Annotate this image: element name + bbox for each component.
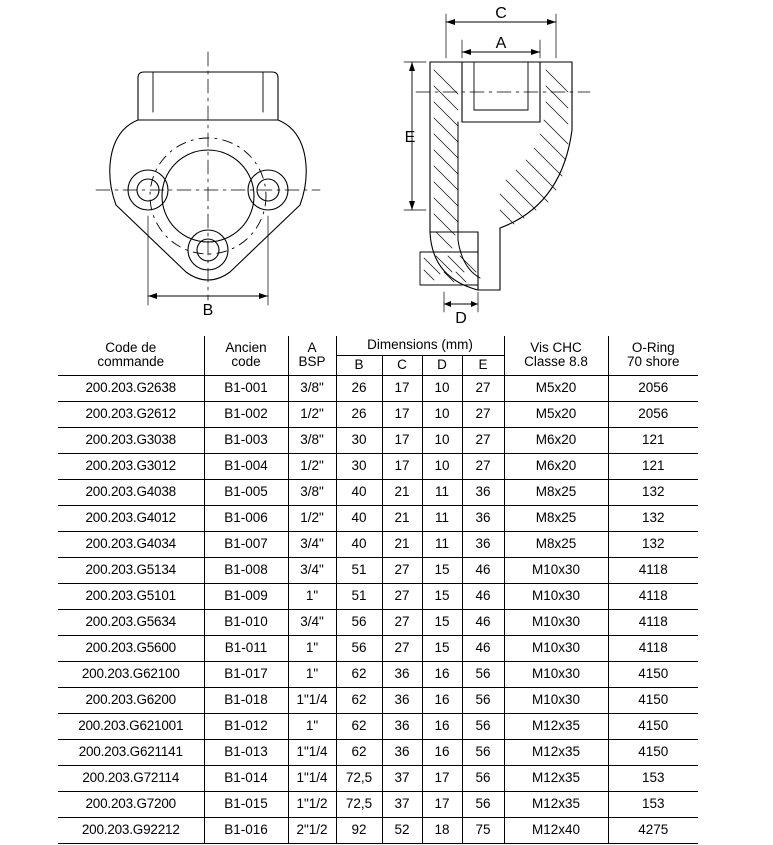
cell-dim-b: 30	[336, 453, 382, 479]
cell-ancien-code: B1-001	[204, 375, 288, 401]
cell-dim-e: 46	[462, 609, 504, 635]
cell-ancien-code: B1-008	[204, 557, 288, 583]
cell-dim-d: 15	[422, 635, 462, 661]
dimension-label-d: D	[455, 310, 467, 327]
cell-ancien-code: B1-014	[204, 765, 288, 791]
cell-a-bsp: 1"1/2	[288, 791, 336, 817]
cell-dim-c: 17	[382, 375, 422, 401]
table-row	[58, 401, 698, 427]
cell-dim-c: 52	[382, 817, 422, 843]
cell-dim-e: 56	[462, 765, 504, 791]
cell-ancien-code: B1-005	[204, 479, 288, 505]
cell-dim-b: 62	[336, 713, 382, 739]
front-view	[96, 52, 320, 305]
cell-vis-chc: M8x25	[504, 479, 608, 505]
cell-a-bsp: 3/4"	[288, 557, 336, 583]
table-row	[58, 453, 698, 479]
cell-dim-c: 27	[382, 557, 422, 583]
cell-dim-d: 18	[422, 817, 462, 843]
cell-dim-d: 11	[422, 531, 462, 557]
cell-dim-b: 62	[336, 739, 382, 765]
cell-code-commande: 200.203.G621001	[58, 713, 204, 739]
cell-a-bsp: 1"1/4	[288, 687, 336, 713]
cell-vis-chc: M10x30	[504, 557, 608, 583]
cell-dim-e: 56	[462, 791, 504, 817]
cell-dim-e: 56	[462, 713, 504, 739]
dimension-label-b-front: B	[202, 302, 214, 319]
cell-code-commande: 200.203.G92212	[58, 817, 204, 843]
cell-code-commande: 200.203.G2638	[58, 375, 204, 401]
table-row	[58, 635, 698, 661]
cell-a-bsp: 1"	[288, 583, 336, 609]
cell-dim-d: 11	[422, 505, 462, 531]
cell-oring: 132	[608, 505, 698, 531]
cell-oring: 4150	[608, 713, 698, 739]
cell-oring: 121	[608, 453, 698, 479]
cell-oring: 4118	[608, 583, 698, 609]
cell-vis-chc: M12x35	[504, 791, 608, 817]
cell-a-bsp: 1"	[288, 661, 336, 687]
cell-code-commande: 200.203.G5634	[58, 609, 204, 635]
header-oring-line1: O-Ring	[631, 339, 675, 355]
drawing-canvas	[0, 0, 773, 330]
cell-a-bsp: 1/2"	[288, 401, 336, 427]
cell-a-bsp: 1/2"	[288, 453, 336, 479]
table-row	[58, 713, 698, 739]
table-row	[58, 557, 698, 583]
cell-dim-b: 92	[336, 817, 382, 843]
table-row	[58, 791, 698, 817]
cell-ancien-code: B1-004	[204, 453, 288, 479]
header-vis-chc	[504, 336, 608, 375]
cell-ancien-code: B1-012	[204, 713, 288, 739]
header-oring-line2: 70 shore	[626, 354, 680, 370]
cell-dim-c: 36	[382, 739, 422, 765]
cell-dim-b: 40	[336, 479, 382, 505]
cell-dim-b: 40	[336, 505, 382, 531]
header-a-line2: BSP	[298, 354, 326, 370]
cell-ancien-code: B1-013	[204, 739, 288, 765]
cell-dim-e: 56	[462, 739, 504, 765]
cell-dim-d: 15	[422, 609, 462, 635]
table-row	[58, 505, 698, 531]
side-section-view	[404, 14, 590, 312]
cell-code-commande: 200.203.G72114	[58, 765, 204, 791]
cell-dim-d: 10	[422, 401, 462, 427]
cell-ancien-code: B1-018	[204, 687, 288, 713]
cell-oring: 153	[608, 791, 698, 817]
cell-dim-b: 26	[336, 401, 382, 427]
cell-ancien-code: B1-015	[204, 791, 288, 817]
cell-dim-c: 27	[382, 609, 422, 635]
cell-a-bsp: 3/8"	[288, 479, 336, 505]
table-row	[58, 609, 698, 635]
cell-oring: 4118	[608, 557, 698, 583]
cell-dim-d: 10	[422, 375, 462, 401]
cell-a-bsp: 1"1/4	[288, 765, 336, 791]
cell-oring: 4150	[608, 739, 698, 765]
cell-dim-e: 56	[462, 661, 504, 687]
cell-dim-d: 17	[422, 791, 462, 817]
cell-code-commande: 200.203.G2612	[58, 401, 204, 427]
cell-vis-chc: M10x30	[504, 609, 608, 635]
cell-dim-c: 17	[382, 401, 422, 427]
cell-vis-chc: M5x20	[504, 375, 608, 401]
cell-code-commande: 200.203.G4034	[58, 531, 204, 557]
cell-dim-e: 27	[462, 427, 504, 453]
cell-vis-chc: M10x30	[504, 583, 608, 609]
cell-oring: 132	[608, 479, 698, 505]
cell-dim-e: 46	[462, 583, 504, 609]
cell-dim-c: 37	[382, 765, 422, 791]
cell-dim-e: 27	[462, 453, 504, 479]
header-code-commande	[58, 336, 204, 375]
cell-vis-chc: M8x25	[504, 531, 608, 557]
table-row	[58, 375, 698, 401]
cell-ancien-code: B1-002	[204, 401, 288, 427]
table-row	[58, 661, 698, 687]
cell-oring: 4275	[608, 817, 698, 843]
table-row	[58, 687, 698, 713]
cell-code-commande: 200.203.G7200	[58, 791, 204, 817]
cell-dim-b: 62	[336, 687, 382, 713]
cell-ancien-code: B1-011	[204, 635, 288, 661]
cell-code-commande: 200.203.G5134	[58, 557, 204, 583]
cell-vis-chc: M5x20	[504, 401, 608, 427]
cell-dim-c: 21	[382, 505, 422, 531]
cell-dim-d: 16	[422, 713, 462, 739]
cell-dim-c: 21	[382, 479, 422, 505]
dimension-label-c: C	[495, 5, 507, 22]
cell-dim-e: 46	[462, 557, 504, 583]
cell-dim-e: 56	[462, 687, 504, 713]
cell-code-commande: 200.203.G62100	[58, 661, 204, 687]
cell-dim-c: 36	[382, 713, 422, 739]
table-row	[58, 583, 698, 609]
cell-vis-chc: M10x30	[504, 635, 608, 661]
cell-dim-b: 51	[336, 557, 382, 583]
table-header-row-1	[58, 336, 698, 355]
cell-dim-d: 16	[422, 661, 462, 687]
cell-oring: 4118	[608, 635, 698, 661]
cell-dim-b: 72,5	[336, 765, 382, 791]
cell-dim-d: 16	[422, 687, 462, 713]
cell-a-bsp: 3/4"	[288, 609, 336, 635]
cell-dim-b: 40	[336, 531, 382, 557]
cell-a-bsp: 1"	[288, 713, 336, 739]
header-ancien-line2: code	[231, 354, 261, 370]
cell-dim-e: 27	[462, 401, 504, 427]
cell-dim-e: 75	[462, 817, 504, 843]
cell-dim-e: 27	[462, 375, 504, 401]
cell-dim-b: 62	[336, 661, 382, 687]
cell-ancien-code: B1-006	[204, 505, 288, 531]
cell-dim-b: 72,5	[336, 791, 382, 817]
cell-oring: 4118	[608, 609, 698, 635]
cell-ancien-code: B1-007	[204, 531, 288, 557]
cell-dim-b: 56	[336, 635, 382, 661]
cell-code-commande: 200.203.G621141	[58, 739, 204, 765]
cell-code-commande: 200.203.G3038	[58, 427, 204, 453]
cell-dim-c: 27	[382, 635, 422, 661]
cell-vis-chc: M8x25	[504, 505, 608, 531]
cell-dim-d: 15	[422, 557, 462, 583]
cell-dim-c: 36	[382, 687, 422, 713]
cell-vis-chc: M12x35	[504, 739, 608, 765]
cell-oring: 132	[608, 531, 698, 557]
cell-vis-chc: M10x30	[504, 661, 608, 687]
cell-dim-b: 26	[336, 375, 382, 401]
table-body	[58, 375, 698, 843]
cell-dim-e: 46	[462, 635, 504, 661]
cell-code-commande: 200.203.G5101	[58, 583, 204, 609]
cell-dim-b: 56	[336, 609, 382, 635]
cell-code-commande: 200.203.G5600	[58, 635, 204, 661]
cell-code-commande: 200.203.G4038	[58, 479, 204, 505]
table-header	[58, 336, 698, 375]
header-dimensions-group: Dimensions (mm)	[336, 336, 504, 355]
cell-dim-c: 17	[382, 453, 422, 479]
table-row	[58, 817, 698, 843]
technical-drawings	[0, 0, 773, 330]
cell-dim-e: 36	[462, 505, 504, 531]
dimension-label-e: E	[404, 129, 416, 146]
cell-a-bsp: 1/2"	[288, 505, 336, 531]
cell-dim-c: 17	[382, 427, 422, 453]
header-a-bsp	[288, 336, 336, 375]
cell-dim-d: 17	[422, 765, 462, 791]
cell-oring: 121	[608, 427, 698, 453]
cell-dim-c: 21	[382, 531, 422, 557]
cell-oring: 153	[608, 765, 698, 791]
table-row	[58, 479, 698, 505]
cell-ancien-code: B1-016	[204, 817, 288, 843]
cell-a-bsp: 2"1/2	[288, 817, 336, 843]
cell-dim-e: 36	[462, 531, 504, 557]
cell-dim-d: 10	[422, 427, 462, 453]
cell-dim-d: 16	[422, 739, 462, 765]
cell-a-bsp: 1"1/4	[288, 739, 336, 765]
specification-table-wrapper	[58, 336, 698, 844]
cell-a-bsp: 3/8"	[288, 375, 336, 401]
cell-vis-chc: M12x35	[504, 765, 608, 791]
cell-vis-chc: M6x20	[504, 427, 608, 453]
cell-vis-chc: M12x35	[504, 713, 608, 739]
cell-dim-d: 15	[422, 583, 462, 609]
cell-code-commande: 200.203.G6200	[58, 687, 204, 713]
cell-a-bsp: 1"	[288, 635, 336, 661]
header-vis-line2: Classe 8.8	[524, 354, 588, 370]
cell-oring: 2056	[608, 375, 698, 401]
cell-ancien-code: B1-009	[204, 583, 288, 609]
header-dim-b: B	[336, 355, 382, 375]
cell-a-bsp: 3/8"	[288, 427, 336, 453]
cell-ancien-code: B1-003	[204, 427, 288, 453]
header-vis-line1: Vis CHC	[530, 339, 582, 355]
cell-vis-chc: M10x30	[504, 687, 608, 713]
specification-table	[58, 336, 698, 844]
cell-code-commande: 200.203.G4012	[58, 505, 204, 531]
cell-oring: 4150	[608, 687, 698, 713]
cell-code-commande: 200.203.G3012	[58, 453, 204, 479]
header-dim-e: E	[462, 355, 504, 375]
header-dim-d: D	[422, 355, 462, 375]
dimension-label-a: A	[495, 35, 507, 52]
cell-dim-b: 51	[336, 583, 382, 609]
cell-oring: 2056	[608, 401, 698, 427]
cell-ancien-code: B1-010	[204, 609, 288, 635]
cell-dim-e: 36	[462, 479, 504, 505]
cell-dim-c: 36	[382, 661, 422, 687]
header-oring	[608, 336, 698, 375]
cell-a-bsp: 3/4"	[288, 531, 336, 557]
header-code-line1: Code de	[105, 339, 157, 355]
header-code-line2: commande	[97, 354, 165, 370]
cell-oring: 4150	[608, 661, 698, 687]
cell-dim-c: 27	[382, 583, 422, 609]
header-ancien-code	[204, 336, 288, 375]
cell-vis-chc: M12x40	[504, 817, 608, 843]
header-dim-c: C	[382, 355, 422, 375]
table-row	[58, 531, 698, 557]
cell-ancien-code: B1-017	[204, 661, 288, 687]
header-ancien-line1: Ancien	[225, 339, 267, 355]
table-row	[58, 427, 698, 453]
header-a-line1: A	[307, 339, 317, 355]
cell-vis-chc: M6x20	[504, 453, 608, 479]
cell-dim-c: 37	[382, 791, 422, 817]
table-row	[58, 739, 698, 765]
table-row	[58, 765, 698, 791]
cell-dim-d: 11	[422, 479, 462, 505]
cell-dim-b: 30	[336, 427, 382, 453]
cell-dim-d: 10	[422, 453, 462, 479]
